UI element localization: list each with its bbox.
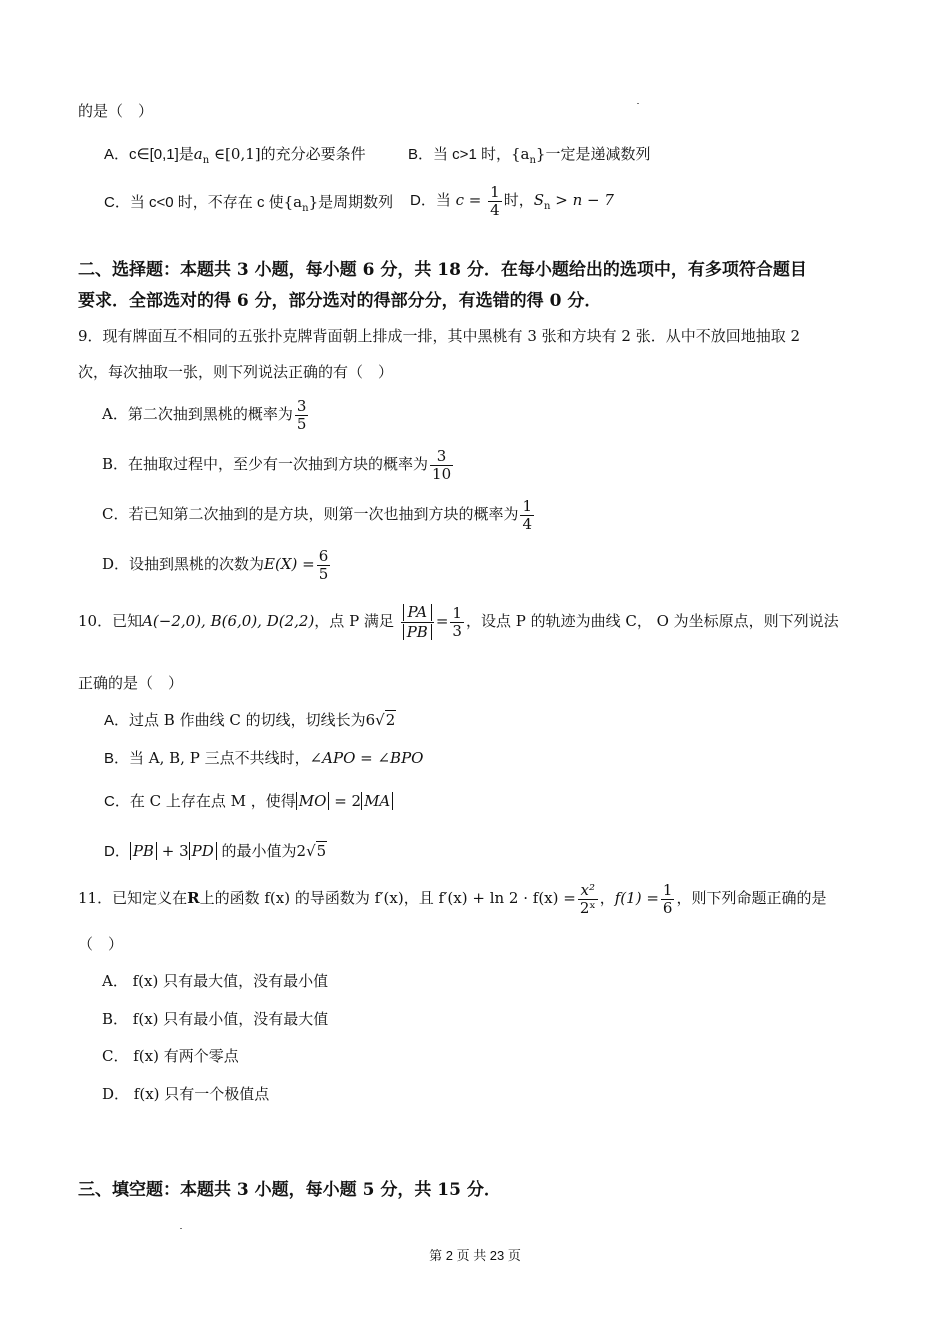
q10-stem-line1: 10．已知A(−2,0), B(6,0), D(2,2)，点 P 满足 $\frac{PA}{PB}$ = $\frac{1}{3}$ ，设点 P 的轨迹为曲线 C， O 为坐标原点，则下列说法	[78, 603, 839, 641]
q8-stem-tail: 的是（ ）	[78, 102, 154, 120]
q9-stem-line2: 次，每次抽取一张，则下列说法正确的有（ ）	[78, 363, 394, 381]
q10-option-a: A．过点 B 作曲线 C 的切线，切线长为6√2	[104, 711, 396, 729]
fraction: $\frac{1}{3}$	[452, 604, 462, 640]
q8-option-c: C．当 c<0 时，不存在 c 使$\{a_n\}$是周期数列	[104, 193, 394, 214]
fraction: $\frac{1}{4}$	[490, 183, 500, 219]
q9-option-c: C．若已知第二次抽到的是方块，则第一次也抽到方块的概率为 $\frac{1}{4}$	[102, 497, 533, 533]
fraction: $\frac{\text{x²}}{\text{2ˣ}}$	[579, 881, 596, 917]
q9-option-b: B．在抽取过程中，至少有一次抽到方块的概率为 $\frac{3}{10}$	[102, 447, 452, 483]
q11-option-d: D． f(x) 只有一个极值点	[102, 1085, 270, 1103]
section-2-heading-line1: 二、选择题：本题共 3 小题，每小题 6 分，共 18 分．在每小题给出的选项中，有多项符合题目	[78, 260, 807, 280]
q9-stem-line1: 9．现有牌面互不相同的五张扑克牌背面朝上排成一排，其中黑桃有 3 张和方块有 2 张．从中不放回地抽取 2	[78, 327, 801, 345]
q10-option-b: B．当 A, B, P 三点不共线时，∠APO = ∠BPO	[104, 749, 424, 767]
q8-option-b: B．当 c>1 时，$\{a_n\}$一定是递减数列	[408, 145, 651, 166]
q11-option-b: B． f(x) 只有最小值，没有最大值	[102, 1010, 329, 1028]
q11-stem-line1: 11．已知定义在R上的函数 f(x) 的导函数为 f′(x)，且 f′(x) + ln 2 · f(x) = $\frac{\text{x²}}{\text{2ˣ}}$ ，f(1) = $\frac{1}{6}$ ，则下列命题正确的是	[78, 881, 827, 917]
fraction: $\frac{3}{10}$	[432, 447, 452, 483]
q9-option-d: D．设抽到黑桃的次数为E(X) = $\frac{6}{5}$	[102, 547, 329, 583]
q11-stem-line2: （ ）	[78, 935, 124, 953]
q11-option-c: C． f(x) 有两个零点	[102, 1047, 239, 1065]
scan-speck	[180, 1228, 182, 1229]
fraction: $\frac{3}{5}$	[296, 397, 307, 433]
scan-speck	[637, 103, 639, 104]
q10-option-d: D． PB + 3 PD 的最小值为2√5	[104, 842, 327, 860]
page-footer: 第 2 页 共 23 页	[429, 1248, 521, 1263]
q10-option-c: C．在 C 上存在点 M ，使得 MO = 2 MA	[104, 792, 393, 811]
q11-option-a: A． f(x) 只有最大值，没有最小值	[102, 972, 329, 990]
q8-option-a: A．c∈[0,1]是$a_n$ ∈[0,1]的充分必要条件	[104, 145, 366, 166]
section-2-heading-line2: 要求．全部选对的得 6 分，部分选对的得部分分，有选错的得 0 分．	[78, 291, 602, 311]
q9-option-a: A．第二次抽到黑桃的概率为 $\frac{3}{5}$	[102, 397, 307, 433]
fraction: $\frac{1}{4}$	[522, 497, 533, 533]
q10-stem-line2: 正确的是（ ）	[78, 674, 184, 692]
q8-option-d: D．当 c = $\frac{1}{4}$ 时，$S_n > n - 7$	[410, 183, 614, 219]
fraction: $\frac{6}{5}$	[318, 547, 329, 583]
fraction: $\frac{PA}{PB}$	[401, 603, 434, 641]
fraction: $\frac{1}{6}$	[662, 881, 673, 917]
section-3-heading: 三、填空题：本题共 3 小题，每小题 5 分，共 15 分．	[78, 1180, 501, 1200]
